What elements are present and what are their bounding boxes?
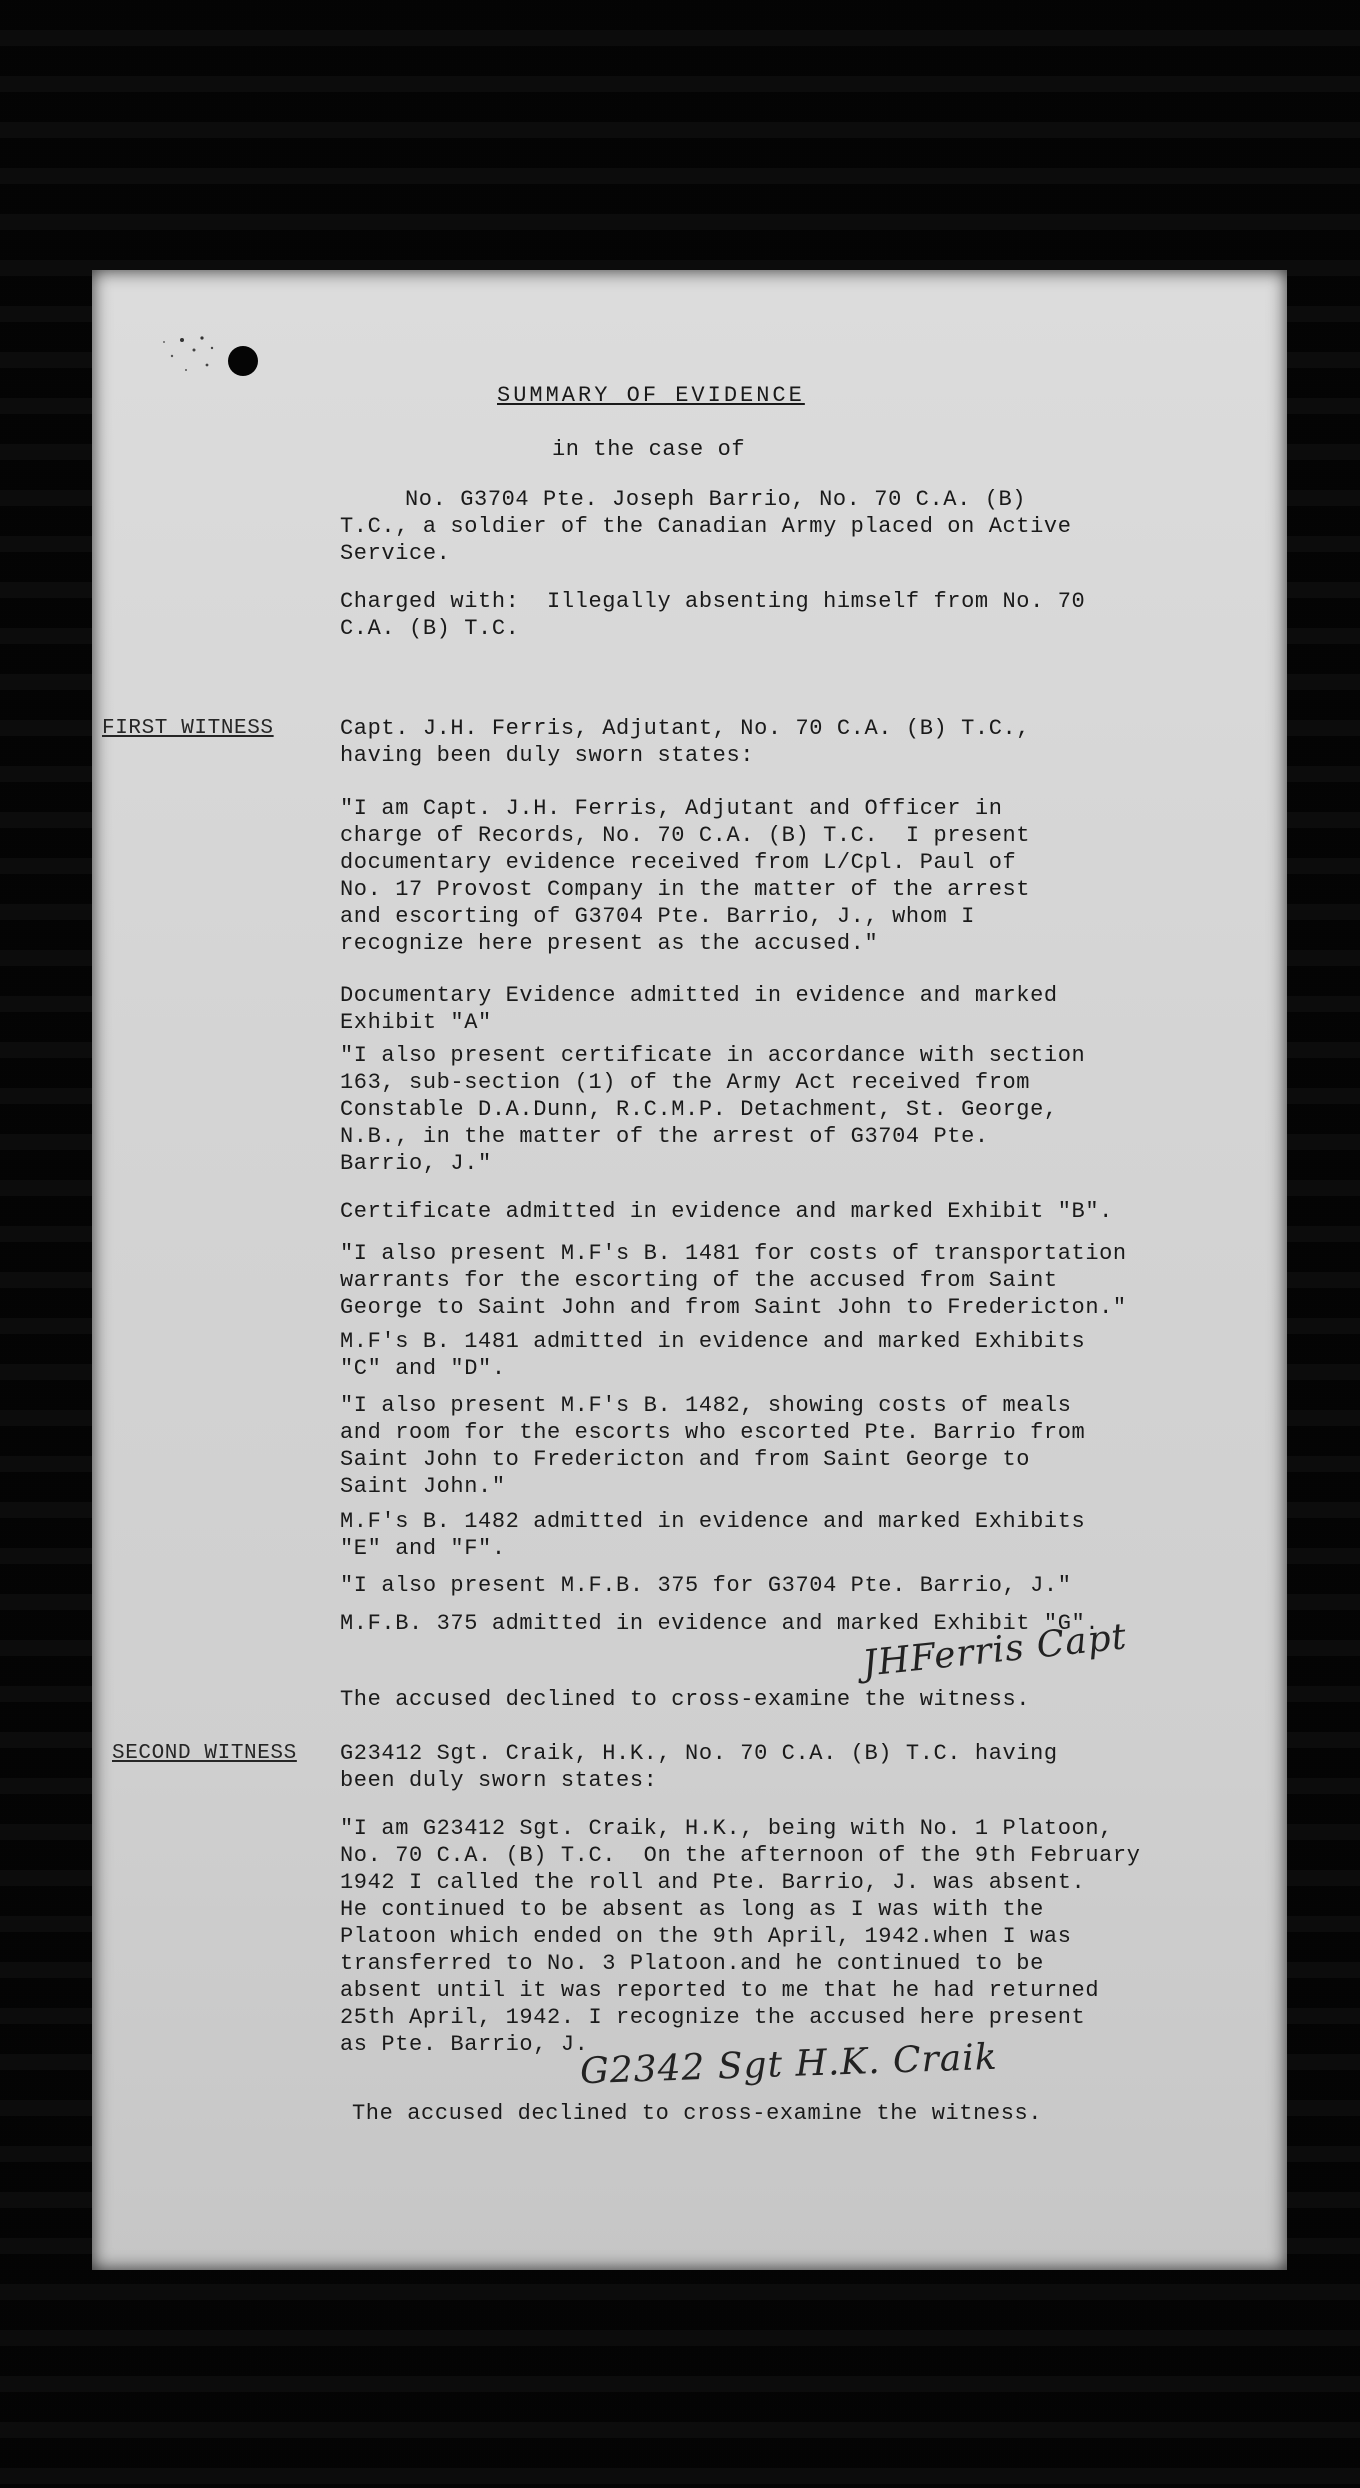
first-witness-line: M.F's B. 1481 admitted in evidence and marked Exhibits [340, 1329, 1086, 1354]
document-page [92, 270, 1287, 2270]
second-witness-line: 25th April, 1942. I recognize the accused here present [340, 2005, 1086, 2030]
second-witness-closing: The accused declined to cross-examine the witness. [352, 2101, 1043, 2126]
first-witness-line: recognize here present as the accused." [340, 931, 879, 956]
charge-line: Charged with: Illegally absenting himself from No. 70 [340, 589, 1086, 614]
first-witness-line: "C" and "D". [340, 1356, 506, 1381]
intro-line: T.C., a soldier of the Canadian Army placed on Active [340, 514, 1072, 539]
first-witness-line: M.F's B. 1482 admitted in evidence and marked Exhibits [340, 1509, 1086, 1534]
craik-signature: G2342 Sgt H.K. Craik [579, 2036, 999, 2093]
second-witness-line: No. 70 C.A. (B) T.C. On the afternoon of the 9th February [340, 1843, 1141, 1868]
first-witness-line: documentary evidence received from L/Cpl. Paul of [340, 850, 1017, 875]
document-title: SUMMARY OF EVIDENCE [497, 383, 805, 408]
first-witness-line: "I also present certificate in accordance with section [340, 1043, 1086, 1068]
first-witness-label: FIRST WITNESS [102, 717, 274, 740]
first-witness-line: warrants for the escorting of the accused from Saint [340, 1268, 1058, 1293]
first-witness-line: and room for the escorts who escorted Pte. Barrio from [340, 1420, 1086, 1445]
first-witness-line: Exhibit "A" [340, 1010, 492, 1035]
first-witness-line: M.F.B. 375 admitted in evidence and marked Exhibit "G". [340, 1611, 1100, 1636]
first-witness-line: having been duly sworn states: [340, 743, 755, 768]
second-witness-line: absent until it was reported to me that he had returned [340, 1978, 1100, 2003]
first-witness-line: Documentary Evidence admitted in evidence and marked [340, 983, 1058, 1008]
first-witness-closing: The accused declined to cross-examine the witness. [340, 1687, 1031, 1712]
second-witness-line: Platoon which ended on the 9th April, 1942.when I was [340, 1924, 1072, 1949]
second-witness-line: transferred to No. 3 Platoon.and he continued to be [340, 1951, 1044, 1976]
punch-hole [228, 346, 258, 376]
first-witness-line: George to Saint John and from Saint John to Fredericton." [340, 1295, 1127, 1320]
first-witness-line: Saint John to Fredericton and from Saint George to [340, 1447, 1031, 1472]
second-witness-line: He continued to be absent as long as I was with the [340, 1897, 1044, 1922]
second-witness-line: G23412 Sgt. Craik, H.K., No. 70 C.A. (B) T.C. having [340, 1741, 1058, 1766]
first-witness-line: Capt. J.H. Ferris, Adjutant, No. 70 C.A. (B) T.C., [340, 716, 1031, 741]
charge-line: C.A. (B) T.C. [340, 616, 520, 641]
first-witness-line: Constable D.A.Dunn, R.C.M.P. Detachment, St. George, [340, 1097, 1058, 1122]
second-witness-line: "I am G23412 Sgt. Craik, H.K., being with No. 1 Platoon, [340, 1816, 1113, 1841]
ferris-signature: JHFerris Capt [860, 1616, 1129, 1685]
intro-line: Service. [340, 541, 451, 566]
second-witness-line: been duly sworn states: [340, 1768, 658, 1793]
first-witness-line: "I also present M.F.B. 375 for G3704 Pte. Barrio, J." [340, 1573, 1072, 1598]
first-witness-line: "I am Capt. J.H. Ferris, Adjutant and Officer in [340, 796, 1003, 821]
intro-line: No. G3704 Pte. Joseph Barrio, No. 70 C.A. (B) [405, 487, 1027, 512]
first-witness-line: Certificate admitted in evidence and marked Exhibit "B". [340, 1199, 1113, 1224]
first-witness-line: and escorting of G3704 Pte. Barrio, J., whom I [340, 904, 975, 929]
second-witness-line: 1942 I called the roll and Pte. Barrio, J. was absent. [340, 1870, 1086, 1895]
first-witness-line: N.B., in the matter of the arrest of G3704 Pte. [340, 1124, 989, 1149]
first-witness-line: "I also present M.F's B. 1482, showing costs of meals [340, 1393, 1072, 1418]
first-witness-line: Saint John." [340, 1474, 506, 1499]
ink-specks-decoration [112, 310, 222, 400]
first-witness-line: 163, sub-section (1) of the Army Act received from [340, 1070, 1031, 1095]
second-witness-line: as Pte. Barrio, J. [340, 2032, 589, 2057]
document-subtitle: in the case of [552, 437, 746, 462]
first-witness-line: charge of Records, No. 70 C.A. (B) T.C. I present [340, 823, 1031, 848]
second-witness-label: SECOND WITNESS [112, 1742, 297, 1765]
first-witness-line: "E" and "F". [340, 1536, 506, 1561]
first-witness-line: Barrio, J." [340, 1151, 492, 1176]
first-witness-line: "I also present M.F's B. 1481 for costs of transportation [340, 1241, 1127, 1266]
first-witness-line: No. 17 Provost Company in the matter of the arrest [340, 877, 1031, 902]
